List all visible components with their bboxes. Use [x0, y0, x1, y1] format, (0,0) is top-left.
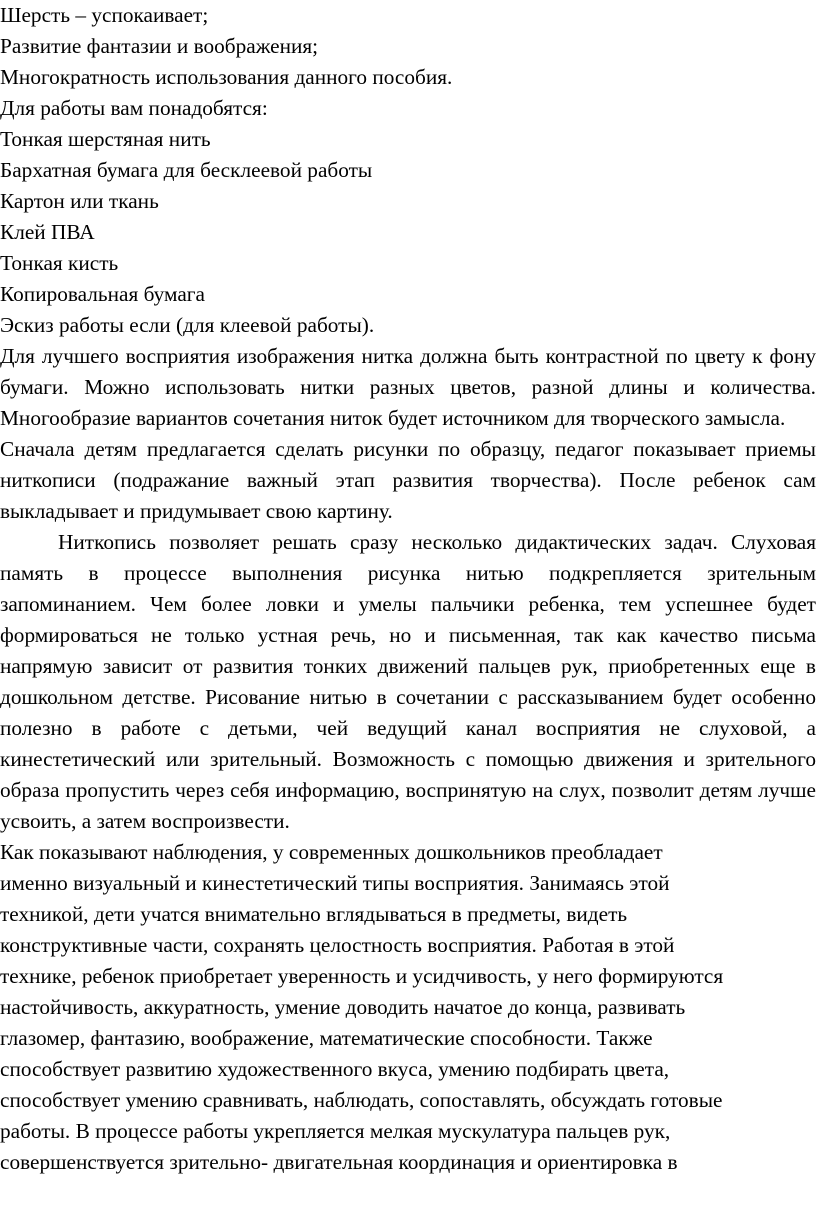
material-item: Картон или ткань: [0, 189, 159, 213]
paragraph-line: совершенствуется зрительно- двигательная координация и ориентировка в: [0, 1150, 678, 1174]
material-item: Копировальная бумага: [0, 282, 205, 306]
text-line: Шерсть – успокаивает;: [0, 3, 209, 27]
material-item: Тонкая шерстяная нить: [0, 127, 211, 151]
text-line: Для работы вам понадобятся:: [0, 96, 268, 120]
paragraph-observations: [0, 837, 816, 1178]
material-item: Эскиз работы если (для клеевой работы).: [0, 313, 375, 337]
paragraph-line: способствует умению сравнивать, наблюдать, сопоставлять, обсуждать готовые: [0, 1088, 723, 1112]
material-item: Тонкая кисть: [0, 251, 119, 275]
text-line: Многократность использования данного пособия.: [0, 65, 453, 89]
paragraph-line: настойчивость, аккуратность, умение доводить начатое до конца, развивать: [0, 995, 686, 1019]
paragraph-line: конструктивные части, сохранять целостность восприятия. Работая в этой: [0, 933, 675, 957]
paragraph-didactic: Ниткопись позволяет решать сразу несколько дидактических задач. Слуховая память в процессе выполнения рисунка нитью подкрепляется зрительным запоминанием. Чем более ловки и умелы пальчики ребенка, тем успешнее будет формироваться не только устная речь, но и письменная, так как качество письма напрямую зависит от развития тонких движений пальцев рук, приобретенных еще в дошкольном детстве. Рисование нитью в сочетании с рассказыванием будет особенно полезно в работе с детьми, чей ведущий канал восприятия не слуховой, а кинестетический или зрительный. Возможность с помощью движения и зрительного образа пропустить через себя информацию, воспринятую на слух, позволит детям лучше усвоить, а затем воспроизвести.: [0, 530, 816, 833]
paragraph-line: способствует развитию художественного вкуса, умению подбирать цвета,: [0, 1057, 670, 1081]
paragraph-contrast: Для лучшего восприятия изображения нитка должна быть контрастной по цвету к фону бумаги. Можно использовать нитки разных цветов, разной длины и количества. Многообразие вариантов сочетания ниток будет источником для творческого замысла.: [0, 344, 816, 430]
text-line: Развитие фантазии и воображения;: [0, 34, 319, 58]
paragraph-line: глазомер, фантазию, воображение, математические способности. Также: [0, 1026, 653, 1050]
paragraph-line: работы. В процессе работы укрепляется мелкая мускулатура пальцев рук,: [0, 1119, 671, 1143]
paragraph-line: именно визуальный и кинестетический типы восприятия. Занимаясь этой: [0, 871, 670, 895]
paragraph-line: Как показывают наблюдения, у современных дошкольников преобладает: [0, 840, 663, 864]
paragraph-first-steps: Сначала детям предлагается сделать рисунки по образцу, педагог показывает приемы ниткописи (подражание важный этап развития творчества). После ребенок сам выкладывает и придумывает свою картину.: [0, 437, 816, 523]
material-item: Клей ПВА: [0, 220, 95, 244]
material-item: Бархатная бумага для бесклеевой работы: [0, 158, 373, 182]
paragraph-line: техникой, дети учатся внимательно вглядываться в предметы, видеть: [0, 902, 628, 926]
paragraph-line: технике, ребенок приобретает уверенность и усидчивость, у него формируются: [0, 964, 724, 988]
